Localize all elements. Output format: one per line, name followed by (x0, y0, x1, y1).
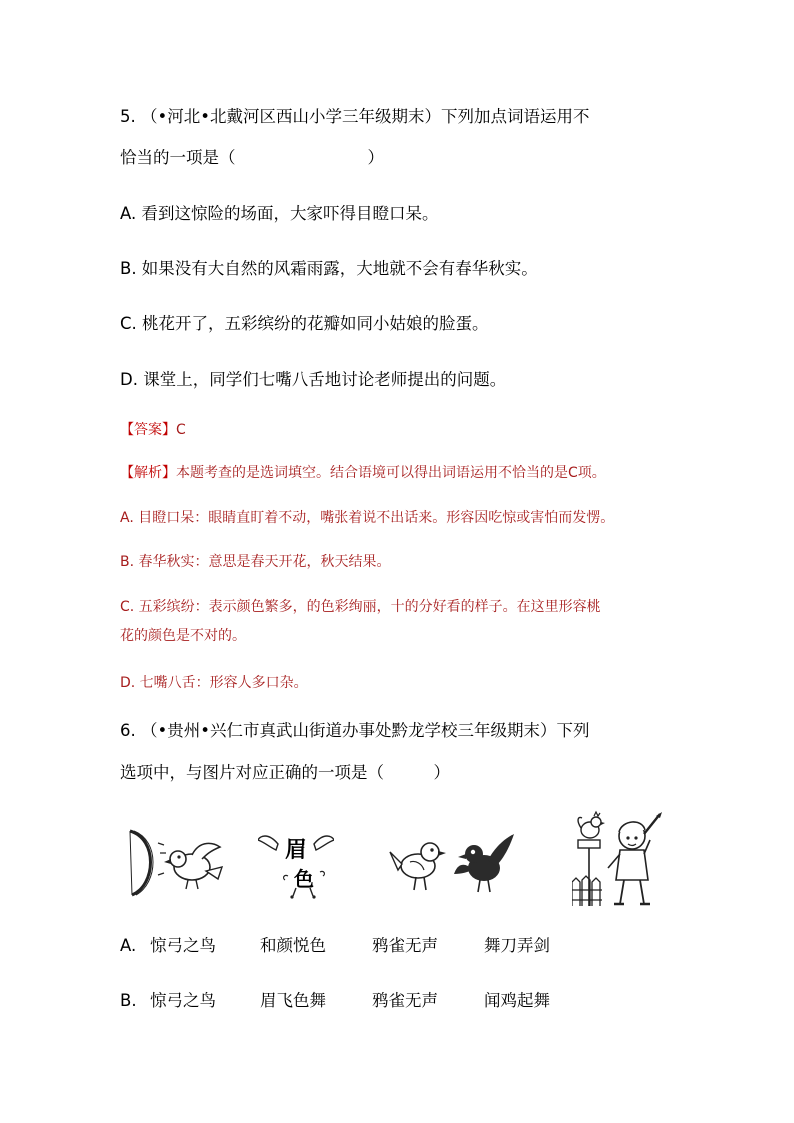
answer-value: C (176, 422, 186, 438)
q5-note-c-line1: C. 五彩缤纷：表示颜色繁多，的色彩绚丽，十的分好看的样子。在这里形容桃 (120, 599, 601, 615)
flying-brows-dancing-color-picture (258, 830, 334, 900)
q5-note-c-line2: 花的颜色是不对的。 (120, 628, 246, 644)
q6-option-a-item-4: 舞刀弄剑 (484, 936, 550, 955)
q5-note-b: B. 春华秋实：意思是春天开花，秋天结果。 (120, 554, 391, 570)
bow-and-bird-picture (122, 825, 226, 901)
q6-option-a-item-3: 鸦雀无声 (372, 936, 438, 955)
answer-tag: 【答案】 (120, 422, 176, 438)
q6-option-a-item-2: 和颜悦色 (260, 936, 326, 955)
picture-char-color: 色 (294, 867, 314, 891)
q6-option-b-letter: B. (120, 991, 137, 1010)
q5-option-a: A. 看到这惊险的场面，大家吓得目瞪口呆。 (120, 204, 439, 223)
q5-stem-line1: 5. （•河北•北戴河区西山小学三年级期末）下列加点词语运用不 (120, 107, 590, 126)
q6-option-a (120, 935, 550, 957)
q6-option-a-letter: A. (120, 936, 137, 955)
q6-option-a-item-1: 惊弓之鸟 (150, 936, 216, 955)
q6-stem-line1: 6. （•贵州•兴仁市真武山街道办事处黔龙学校三年级期末）下列 (120, 721, 590, 740)
q6-option-b-item-4: 闻鸡起舞 (484, 991, 550, 1010)
q5-note-a: A. 目瞪口呆：眼睛直盯着不动，嘴张着说不出话来。形容因吃惊或害怕而发愣。 (120, 510, 615, 526)
rooster-and-boy-picture (572, 810, 668, 910)
q5-note-d: D. 七嘴八舌：形容人多口杂。 (120, 675, 308, 691)
q6-stem-line2: 选项中，与图片对应正确的一项是（ ） (120, 763, 450, 782)
sparrow-and-crow-picture (388, 830, 516, 896)
q5-option-c: C. 桃花开了，五彩缤纷的花瓣如同小姑娘的脸蛋。 (120, 314, 489, 333)
analysis-tag: 【解析】 (120, 465, 176, 481)
q5-stem-line2: 恰当的一项是（ ） (120, 148, 384, 167)
q6-option-b (120, 990, 550, 1012)
q5-option-b: B. 如果没有大自然的风霜雨露，大地就不会有春华秋实。 (120, 259, 538, 278)
q6-option-b-item-2: 眉飞色舞 (260, 991, 326, 1010)
q5-option-d: D. 课堂上，同学们七嘴八舌地讨论老师提出的问题。 (120, 370, 507, 389)
q5-analysis (120, 462, 606, 484)
q6-option-b-item-1: 惊弓之鸟 (150, 991, 216, 1010)
analysis-text: 本题考查的是选词填空。结合语境可以得出词语运用不恰当的是C项。 (176, 465, 606, 481)
q5-answer (120, 419, 186, 441)
q6-option-b-item-3: 鸦雀无声 (372, 991, 438, 1010)
picture-char-brow: 眉 (284, 838, 308, 863)
